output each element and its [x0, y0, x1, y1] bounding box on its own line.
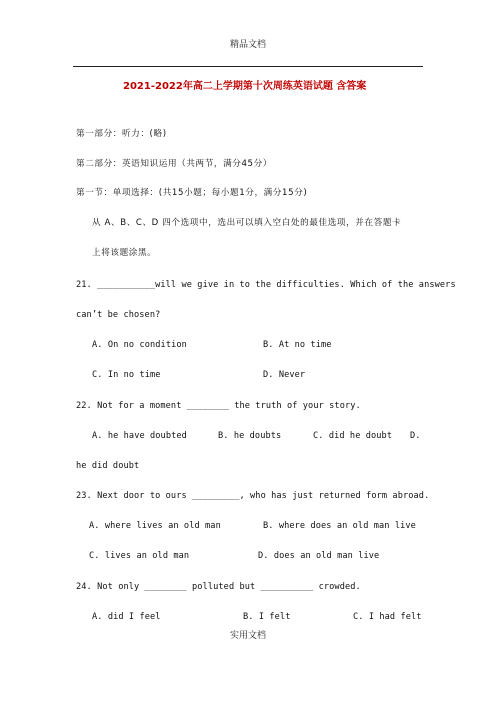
question-23-option-b: B. where does an old man live	[263, 521, 416, 531]
question-22-option-d-label: D.	[410, 431, 421, 441]
question-22-stem: 22. Not for a moment ________ the truth of your story.	[76, 401, 361, 411]
question-22-option-b: B. he doubts	[218, 431, 282, 441]
question-24-stem: 24. Not only ________ polluted but __________ crowded.	[76, 582, 361, 592]
question-24-option-b: B. I felt	[243, 612, 291, 622]
part2-heading: 第二部分：英语知识运用（共两节，满分45分）	[76, 159, 273, 169]
question-21-stem-line-1: 21. ___________will we give in to the difficulties. Which of the answers	[76, 280, 456, 290]
question-22-option-d-text: he did doubt	[76, 461, 140, 471]
question-21-stem-line-2: can’t be chosen?	[76, 310, 161, 320]
instruction-line-1: 从 A、B、C、D 四个选项中，选出可以填入空白处的最佳选项，并在答题卡	[92, 218, 402, 228]
header-rule	[73, 66, 423, 67]
question-22-option-c: C. did he doubt	[313, 431, 393, 441]
question-23-option-d: D. does an old man live	[258, 551, 380, 561]
part1-heading: 第一部分：听力：(略)	[76, 129, 167, 139]
question-21-option-c: C. In no time	[92, 370, 161, 380]
question-23-stem: 23. Next door to ours _________, who has just returned form abroad.	[76, 491, 430, 501]
document-title: 2021-2022年高二上学期第十次周练英语试题 含答案	[123, 81, 367, 92]
section1-heading: 第一节：单项选择：(共15小题；每小题1分，满分15分)	[76, 188, 308, 198]
question-24-option-c: C. I had felt	[353, 612, 422, 622]
question-21-option-b: B. At no time	[263, 340, 332, 350]
page-footer: 实用文档	[230, 631, 267, 641]
question-21-option-a: A. On no condition	[92, 340, 187, 350]
question-21-option-d: D. Never	[263, 370, 306, 380]
question-23-option-c: C. lives an old man	[89, 551, 190, 561]
question-23-option-a: A. where lives an old man	[89, 521, 221, 531]
page-header: 精品文档	[230, 40, 267, 50]
question-24-option-a: A. did I feel	[92, 612, 161, 622]
question-22-option-a: A. he have doubted	[92, 431, 187, 441]
instruction-line-2: 上将该题涂黑。	[92, 248, 157, 258]
